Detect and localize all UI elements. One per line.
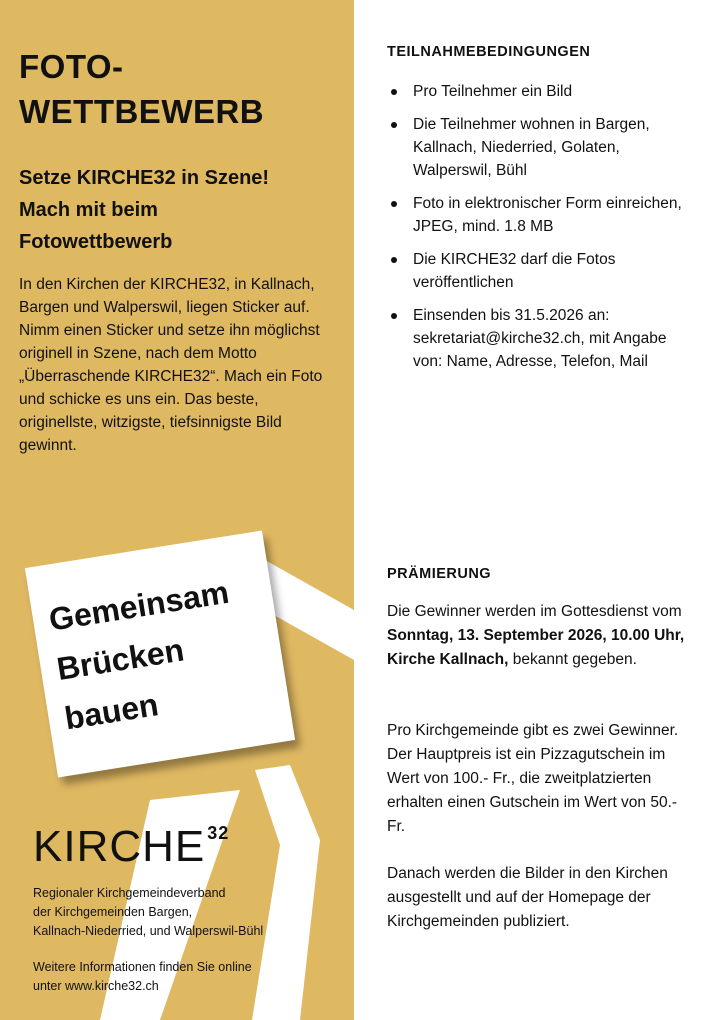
award-prizes: Pro Kirchgemeinde gibt es zwei Gewinner. Der Hauptpreis ist ein Pizzagutschein im Wert von 100.- Fr., die zweitplatzierten erhalten einen Gutschein im Wert von 50.- Fr. — [387, 722, 679, 835]
list-item: Foto in elektronischer Form einreichen, JPEG, mind. 1.8 MB — [387, 192, 697, 238]
list-item: Einsenden bis 31.5.2026 an: sekretariat@kirche32.ch, mit Angabe von: Name, Adresse, Telefon, Mail — [387, 304, 697, 373]
list-item: Pro Teilnehmer ein Bild — [387, 80, 697, 103]
award-announcement: Die Gewinner werden im Gottesdienst vom Sonntag, 13. September 2026, 10.00 Uhr, Kirche Kallnach, bekannt gegeben. — [387, 603, 685, 668]
conditions-list — [387, 80, 697, 383]
subtitle: Setze KIRCHE32 in Szene! Mach mit beim Fotowettbewerb — [19, 167, 270, 253]
list-item: Die Teilnehmer wohnen in Bargen, Kallnach, Niederried, Golaten, Walperswil, Bühl — [387, 113, 697, 182]
list-item: Die KIRCHE32 darf die Fotos veröffentlichen — [387, 248, 697, 294]
left-panel — [0, 0, 354, 1020]
more-info: Weitere Informationen finden Sie online unter www.kirche32.ch — [33, 960, 252, 993]
sticker: Gemeinsam Brücken bauen — [25, 531, 295, 778]
kirche32-logo: KIRCHE $^{32}$ — [33, 822, 230, 871]
conditions-heading: TEILNAHMEBEDINGUNGEN — [387, 44, 591, 60]
page-title: FOTO- WETTBEWERB — [19, 48, 265, 130]
award-exhibition: Danach werden die Bilder in den Kirchen ausgestellt und auf der Homepage der Kirchgemeinden publiziert. — [387, 865, 668, 930]
award-heading: PRÄMIERUNG — [387, 566, 492, 582]
intro-text: In den Kirchen der KIRCHE32, in Kallnach, Bargen und Walperswil, liegen Sticker auf. Nimm einen Sticker und setze ihn möglichst originell in Szene, nach dem Motto „Überraschende KIRCHE32“. Mach ein Foto und schicke es uns ein. Das beste, originellste, witzigste, tiefsinnigste Bild gewinnt. — [19, 276, 323, 454]
organization-info: Regionaler Kirchgemeindeverband der Kirchgemeinden Bargen, Kallnach-Niederried, und Walperswil-Bühl — [33, 886, 264, 938]
